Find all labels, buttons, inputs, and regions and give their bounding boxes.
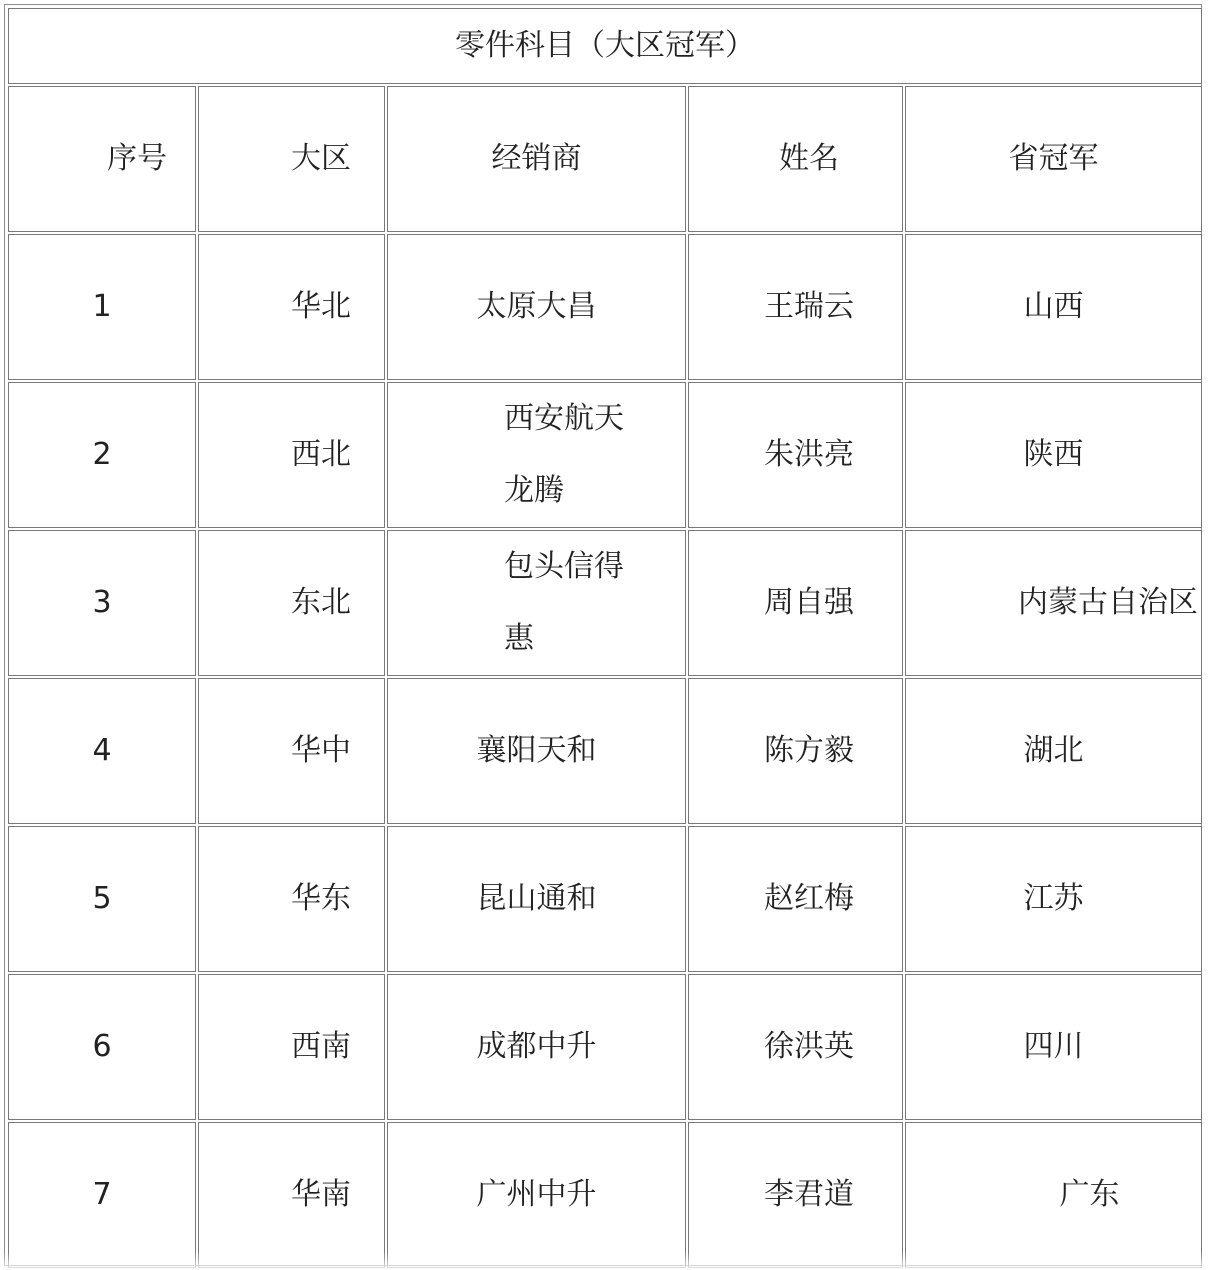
cell-dealer: 襄阳天和 [387, 678, 686, 824]
cell-dealer: 广州中升 [387, 1122, 686, 1268]
cell-province: 内蒙古自治区 [1018, 585, 1198, 620]
cell-province: 江苏 [905, 826, 1202, 972]
cell-seq: 3 [8, 530, 196, 676]
header-row [8, 86, 1202, 232]
cell-dealer: 成都中升 [387, 974, 686, 1120]
header-province: 省冠军 [905, 86, 1202, 232]
cell-name: 赵红梅 [764, 881, 854, 916]
table-row [8, 1122, 1202, 1268]
cell-dealer: 太原大昌 [387, 234, 686, 380]
table-title: 零件科目（大区冠军） [8, 8, 1202, 84]
header-name-label: 姓名 [779, 141, 839, 176]
cell-seq: 4 [8, 678, 196, 824]
cell-province: 湖北 [905, 678, 1202, 824]
cell-dealer: 包头信得惠 [504, 549, 624, 656]
cell-province: 陕西 [905, 382, 1202, 528]
cell-dealer: 昆山通和 [387, 826, 686, 972]
cell-name: 朱洪亮 [764, 437, 854, 472]
cell-seq: 7 [8, 1122, 196, 1268]
table-row [8, 974, 1202, 1120]
cell-seq: 5 [8, 826, 196, 972]
cell-name: 陈方毅 [764, 733, 854, 768]
header-region-label: 大区 [291, 141, 351, 176]
cell-name: 徐洪英 [764, 1029, 854, 1064]
header-dealer: 经销商 [387, 86, 686, 232]
table-row [8, 382, 1202, 528]
header-seq [8, 86, 196, 232]
cell-region: 华中 [291, 733, 351, 768]
cell-seq: 6 [8, 974, 196, 1120]
cell-province: 广东 [905, 1122, 1202, 1268]
cell-seq: 2 [8, 382, 196, 528]
table-row [8, 234, 1202, 380]
cell-name: 李君道 [764, 1177, 854, 1212]
cell-name: 周自强 [764, 585, 854, 620]
cell-region: 华东 [291, 881, 351, 916]
cell-province: 山西 [905, 234, 1202, 380]
cell-region: 华南 [291, 1177, 351, 1212]
champions-table [6, 6, 1204, 1270]
table-row [8, 530, 1202, 676]
table-row [8, 826, 1202, 972]
header-region [198, 86, 385, 232]
cell-region: 西南 [291, 1029, 351, 1064]
header-seq-label: 序号 [107, 141, 167, 176]
cell-dealer: 西安航天龙腾 [504, 401, 624, 508]
cell-name: 王瑞云 [764, 289, 854, 324]
cell-region: 华北 [291, 289, 351, 324]
cell-seq: 1 [8, 234, 196, 380]
header-name [688, 86, 903, 232]
cell-province: 四川 [905, 974, 1202, 1120]
table-row [8, 678, 1202, 824]
cell-region: 东北 [291, 585, 351, 620]
cell-region: 西北 [291, 437, 351, 472]
